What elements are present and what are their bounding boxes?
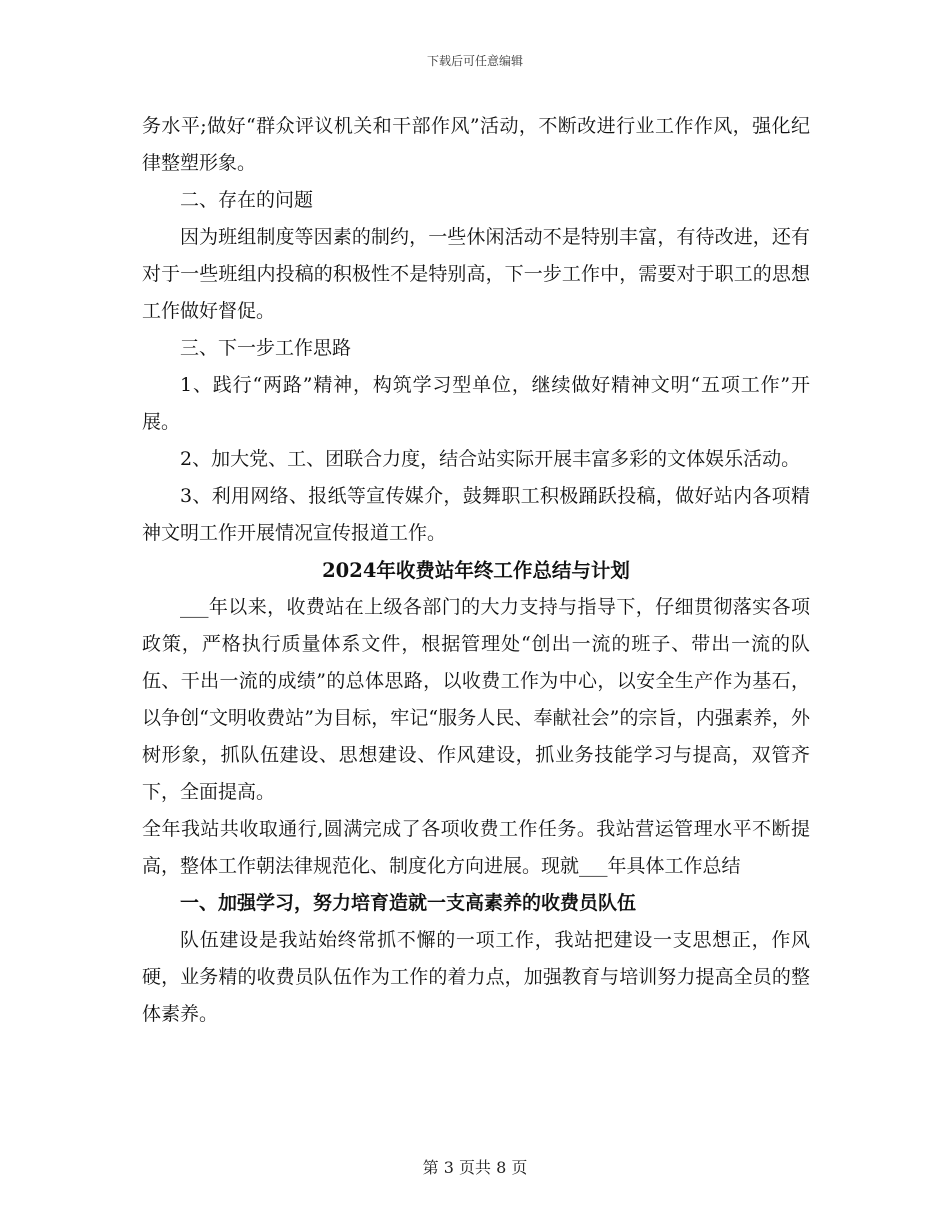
page-number: 第 3 页共 8 页 (422, 1158, 528, 1177)
paragraph-intro: ___年以来，收费站在上级各部门的大力支持与指导下，仔细贯彻落实各项政策，严格执行质量体系文件，根据管理处“创出一流的班子、带出一流的队伍、干出一流的成绩”的总体思路，以收费工作为中心，以安全生产作为基石，以争创“文明收费站”为目标，牢记“服务人民、奉献社会”的宗旨，内强素养，外树形象，抓队伍建设、思想建设、作风建设，抓业务技能学习与提高，双管齐下，全面提高。 (142, 596, 810, 803)
paragraph-section-body: 队伍建设是我站始终常抓不懈的一项工作，我站把建设一支思想正，作风硬，业务精的收费员队伍作为工作的着力点，加强教育与培训努力提高全员的整体素养。 (142, 929, 810, 1025)
paragraph-problems: 因为班组制度等因素的制约，一些休闲活动不是特别丰富，有待改进，还有对于一些班组内投稿的积极性不是特别高，下一步工作中，需要对于职工的思想工作做好督促。 (142, 226, 810, 322)
document-body (142, 108, 810, 1033)
paragraph-continuation: 务水平;做好“群众评议机关和干部作风”活动，不断改进行业工作作风，强化纪律整塑形象。 (142, 115, 810, 174)
heading-next-steps: 三、下一步工作思路 (180, 337, 352, 359)
section-heading: 一、加强学习，努力培育造就一支高素养的收费员队伍 (180, 892, 637, 914)
page-header: 下载后可任意编辑 (426, 54, 523, 68)
list-item-1: 1、践行“两路”精神，构筑学习型单位，继续做好精神文明“五项工作”开展。 (142, 374, 810, 433)
list-item-3: 3、利用网络、报纸等宣传媒介，鼓舞职工积极踊跃投稿，做好站内各项精神文明工作开展情况宣传报道工作。 (142, 485, 810, 544)
document-title: 2024年收费站年终工作总结与计划 (322, 559, 630, 582)
list-item-2: 2、加大党、工、团联合力度，结合站实际开展丰富多彩的文体娱乐活动。 (180, 448, 801, 470)
paragraph-summary: 全年我站共收取通行,圆满完成了各项收费工作任务。我站营运管理水平不断提高，整体工作朝法律规范化、制度化方向进展。现就___年具体工作总结 (142, 818, 810, 877)
heading-problems: 二、存在的问题 (180, 189, 314, 211)
